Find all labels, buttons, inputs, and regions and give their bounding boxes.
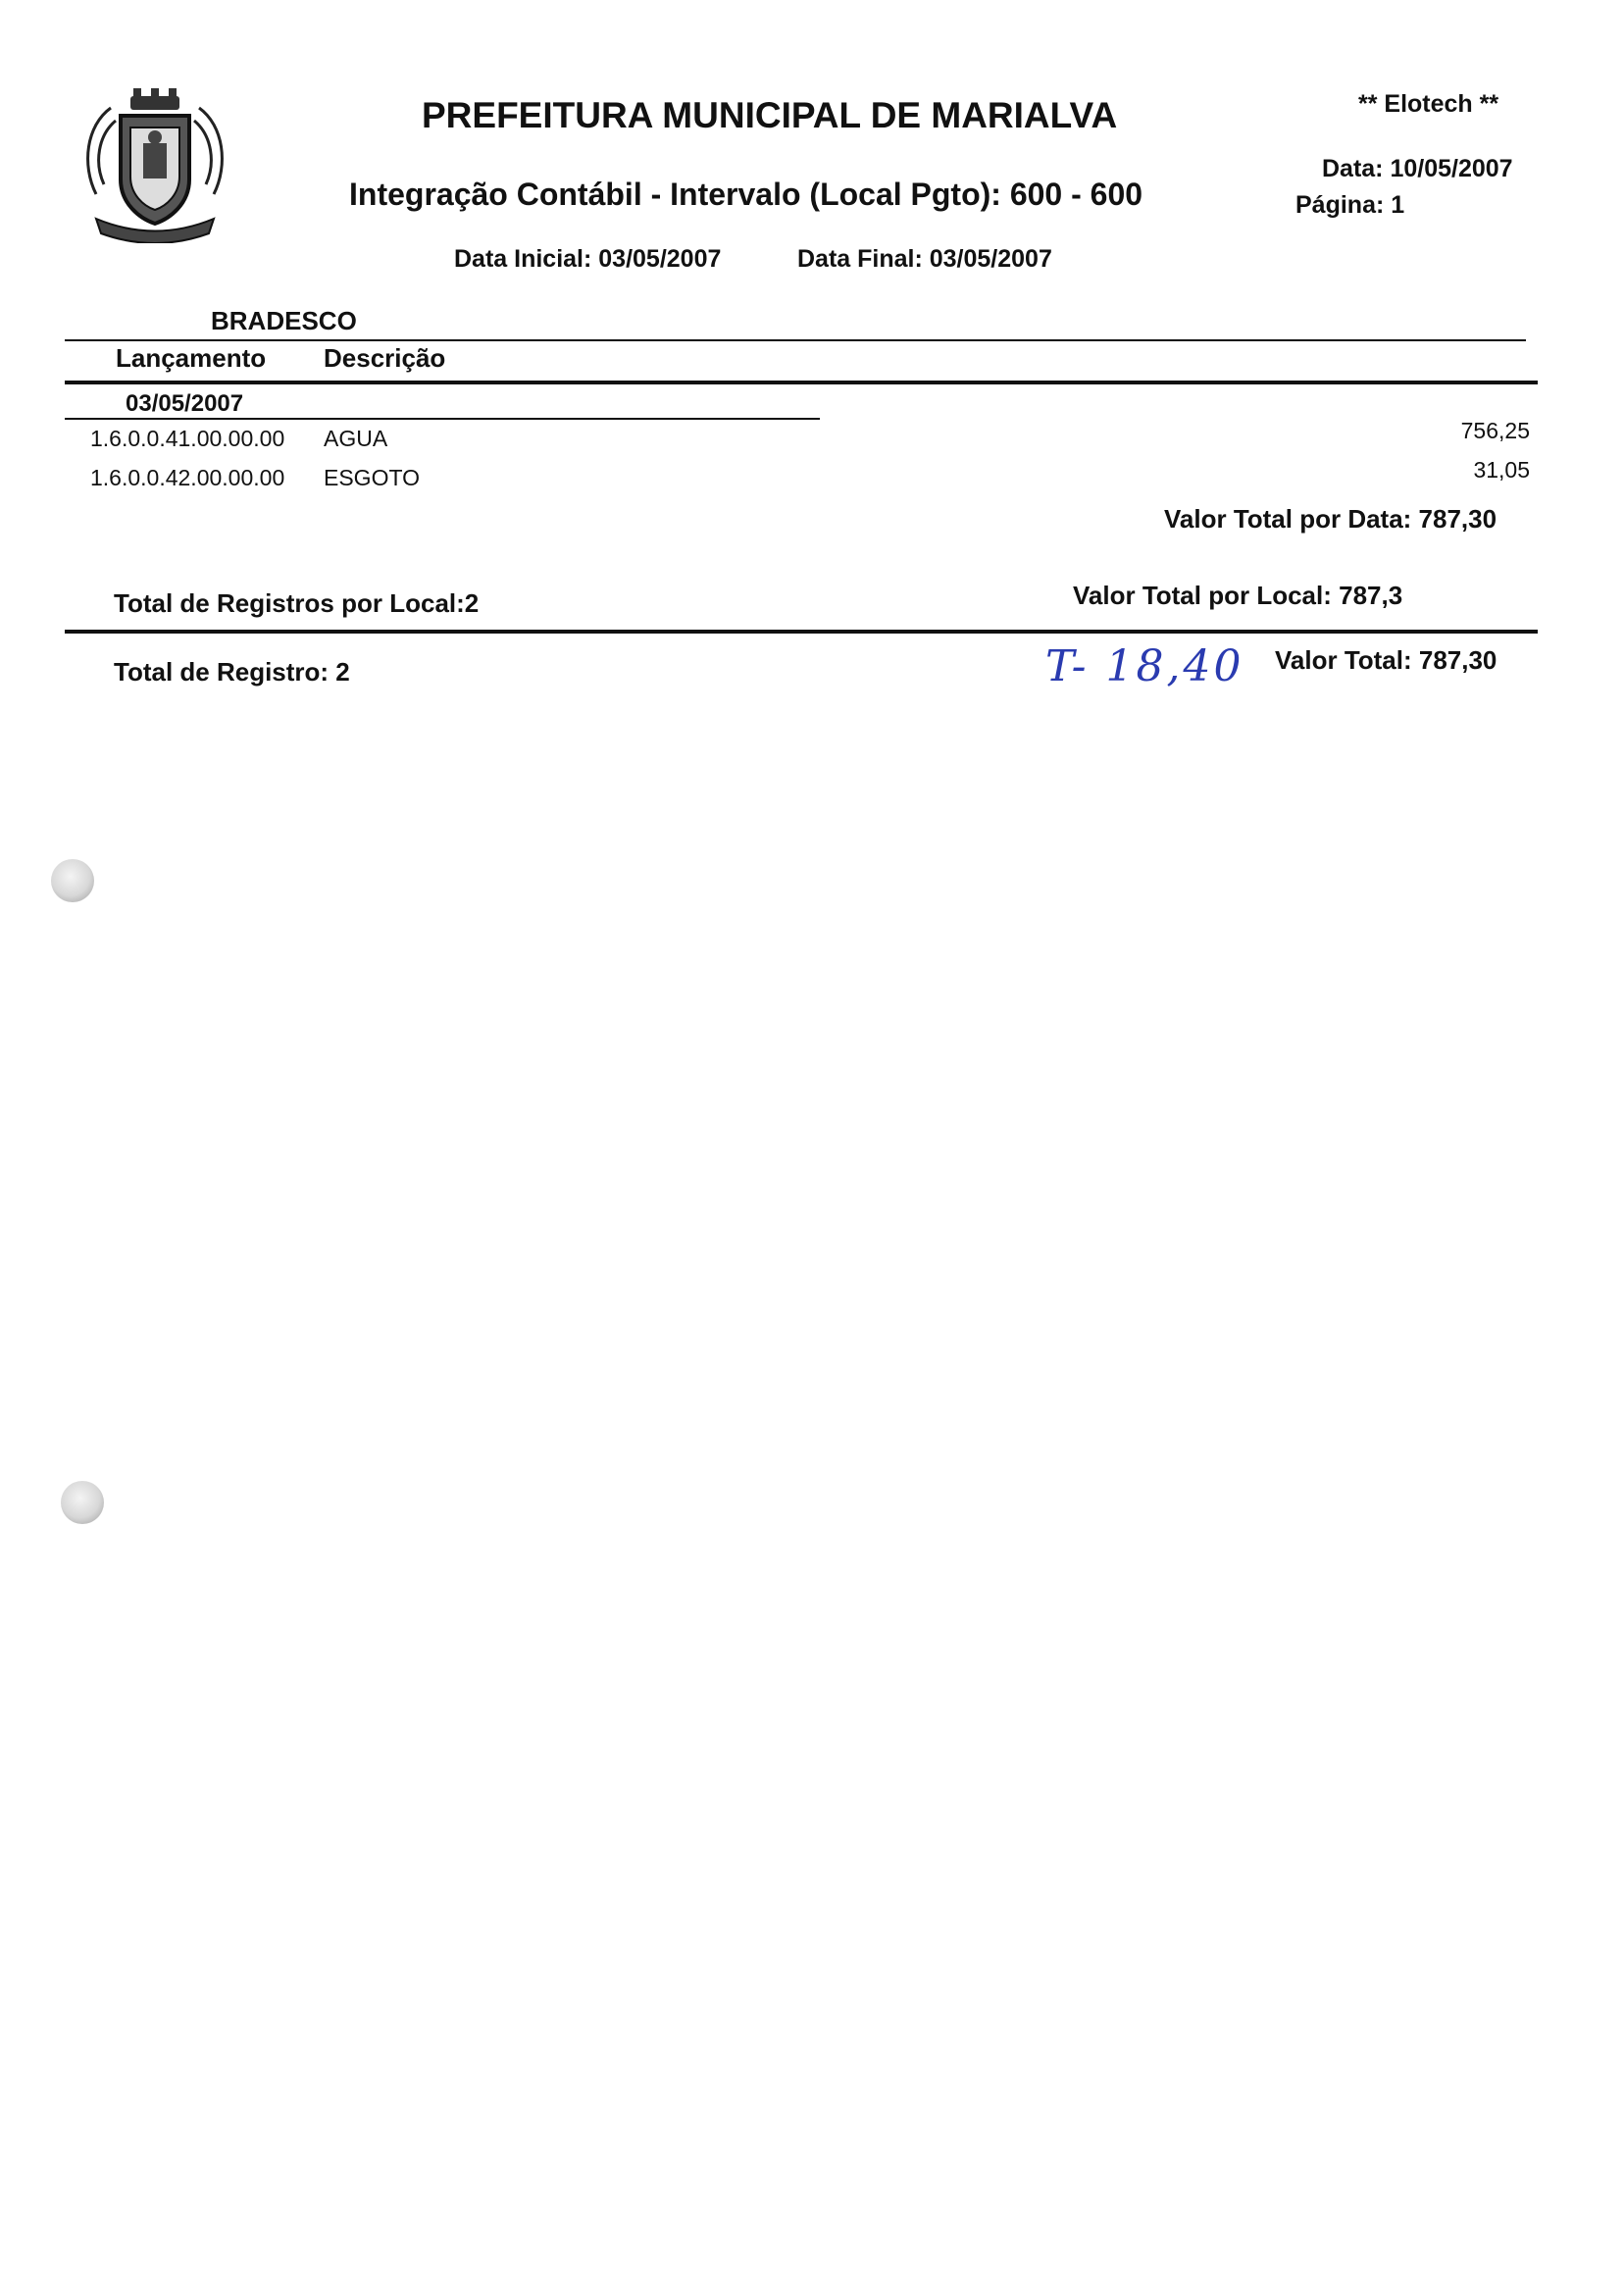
entry-description: AGUA bbox=[324, 426, 388, 451]
end-date: Data Final: 03/05/2007 bbox=[797, 245, 1052, 273]
vendor-label: ** Elotech ** bbox=[1358, 90, 1499, 118]
divider bbox=[65, 339, 1526, 341]
report-subtitle: Integração Contábil - Intervalo (Local Pgto): 600 - 600 bbox=[349, 177, 1143, 212]
entry-code: 1.6.0.0.41.00.00.00 bbox=[90, 426, 285, 451]
divider bbox=[65, 381, 1538, 384]
handwritten-note: T- 18,40 bbox=[1045, 641, 1244, 691]
total-records: Total de Registro: 2 bbox=[114, 657, 350, 687]
entry-value: 756,25 bbox=[1460, 418, 1530, 443]
total-by-date: Valor Total por Data: 787,30 bbox=[1164, 504, 1497, 534]
start-date: Data Inicial: 03/05/2007 bbox=[454, 245, 722, 273]
entry-description: ESGOTO bbox=[324, 465, 420, 490]
municipal-crest-logo bbox=[76, 86, 233, 243]
page-number: Página: 1 bbox=[1295, 191, 1405, 219]
page-title: PREFEITURA MUNICIPAL DE MARIALVA bbox=[422, 95, 1118, 135]
column-header-descricao: Descrição bbox=[324, 343, 446, 373]
grand-total: Valor Total: 787,30 bbox=[1275, 645, 1497, 675]
total-value-by-location: Valor Total por Local: 787,3 bbox=[1073, 581, 1403, 610]
divider bbox=[65, 630, 1538, 634]
print-date: Data: 10/05/2007 bbox=[1322, 155, 1513, 182]
entry-code: 1.6.0.0.42.00.00.00 bbox=[90, 465, 285, 490]
bank-name: BRADESCO bbox=[211, 306, 357, 335]
divider bbox=[65, 418, 820, 420]
punch-hole bbox=[61, 1481, 104, 1524]
punch-hole bbox=[51, 859, 94, 902]
total-records-by-location: Total de Registros por Local:2 bbox=[114, 588, 480, 618]
group-date: 03/05/2007 bbox=[126, 390, 244, 417]
column-header-lancamento: Lançamento bbox=[116, 343, 267, 373]
entry-value: 31,05 bbox=[1473, 457, 1530, 483]
